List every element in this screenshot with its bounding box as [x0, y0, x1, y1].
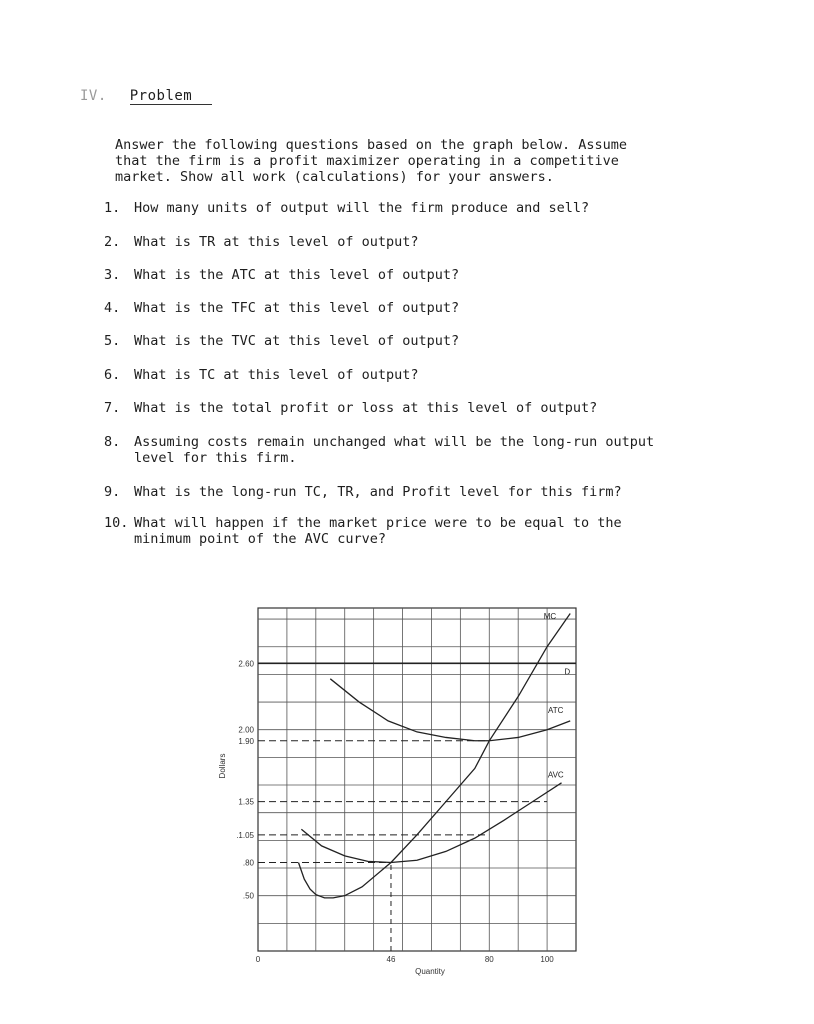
x-tick-label: 100	[540, 955, 554, 964]
x-tick-label: 80	[484, 955, 494, 964]
y-tick-label: 2.60	[238, 659, 254, 669]
instructions	[115, 137, 775, 185]
curve-label-d: D	[564, 667, 571, 677]
instructions-line: market. Show all work (calculations) for your answers.	[115, 169, 554, 185]
x-tick-label: 46	[386, 955, 396, 964]
question-6: 6. What is TC at this level of output?	[104, 367, 419, 383]
question-2: 2. What is TR at this level of output?	[104, 234, 419, 250]
x-tick-label: 0	[255, 955, 261, 964]
instructions-line: Answer the following questions based on the graph below. Assume	[115, 137, 628, 153]
curve-label-mc: MC	[543, 612, 557, 622]
instructions-line: that the firm is a profit maximizer operating in a competitive	[115, 153, 619, 169]
chart-grid	[258, 608, 576, 951]
y-tick-label: .1.05	[236, 830, 254, 840]
x-axis-label: Quantity	[415, 967, 445, 976]
curve-label-avc: AVC	[547, 770, 564, 780]
cost-curves-chart	[210, 596, 610, 986]
y-tick-label: .50	[242, 891, 254, 901]
series-atc-curve	[330, 679, 570, 741]
section-number: IV.	[80, 88, 107, 104]
question-10: 10. What will happen if the market price were to be equal to the minimum point of the AVC curve?	[104, 515, 622, 547]
y-tick-label: 1.90	[238, 736, 254, 746]
y-tick-label: .80	[242, 858, 254, 868]
question-4: 4. What is the TFC at this level of output?	[104, 300, 460, 316]
question-8: 8. Assuming costs remain unchanged what will be the long-run output level for this firm.	[104, 434, 655, 466]
curve-label-atc: ATC	[548, 706, 564, 716]
y-tick-label: 1.35	[238, 797, 254, 807]
plot-frame	[258, 608, 576, 951]
y-axis-label: Dollars	[218, 753, 227, 779]
section-title: Problem	[130, 88, 213, 105]
curve-labels	[544, 612, 571, 779]
question-7: 7. What is the total profit or loss at this level of output?	[104, 400, 598, 416]
section-heading	[80, 88, 212, 104]
axis-ticks	[236, 659, 554, 964]
question-3: 3. What is the ATC at this level of output?	[104, 267, 460, 283]
question-5: 5. What is the TVC at this level of output?	[104, 333, 460, 349]
y-tick-label: 2.00	[238, 725, 254, 735]
chart-series	[258, 614, 576, 898]
question-9: 9. What is the long-run TC, TR, and Profit level for this firm?	[104, 484, 622, 500]
question-1: 1. How many units of output will the firm produce and sell?	[104, 200, 590, 216]
